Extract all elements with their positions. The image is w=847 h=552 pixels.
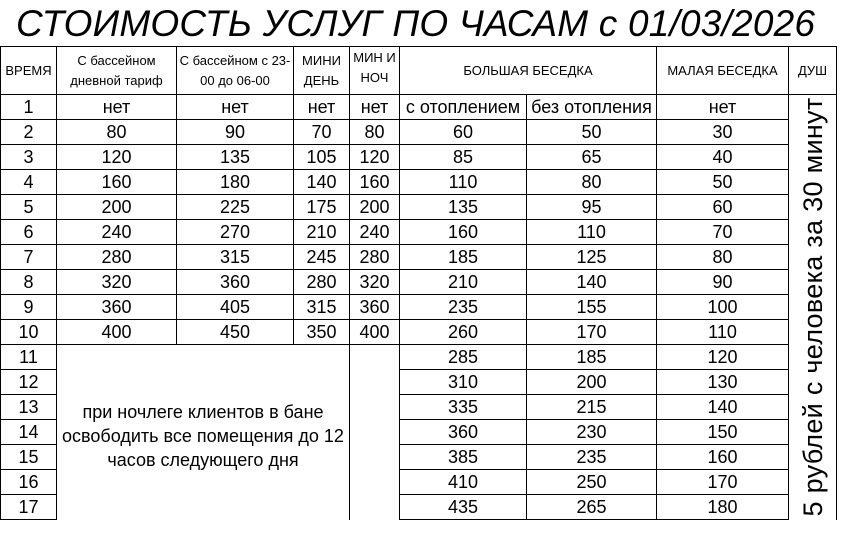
- cell-pool-day: 120: [57, 145, 177, 170]
- cell-heated: 360: [400, 420, 527, 445]
- cell-small-gazebo: 60: [657, 195, 789, 220]
- header-mini-night-text: МИН И НОЧ: [353, 50, 396, 85]
- cell-mini-night: 200: [350, 195, 400, 220]
- table-row: [1, 270, 837, 295]
- cell-pool-night: 270: [177, 220, 294, 245]
- cell-small-gazebo: 150: [657, 420, 789, 445]
- cell-mini-day: 350: [294, 320, 350, 345]
- cell-pool-night: 405: [177, 295, 294, 320]
- cell-small-gazebo: 90: [657, 270, 789, 295]
- cell-pool-day: 280: [57, 245, 177, 270]
- cell-pool-night: 360: [177, 270, 294, 295]
- cell-heated: 435: [400, 495, 527, 520]
- cell-mini-night: 120: [350, 145, 400, 170]
- cell-small-gazebo: 120: [657, 345, 789, 370]
- cell-pool-night: 225: [177, 195, 294, 220]
- cell-unheated: 265: [527, 495, 657, 520]
- cell-small-gazebo: 160: [657, 445, 789, 470]
- table-row: [1, 295, 837, 320]
- cell-mini-day: 280: [294, 270, 350, 295]
- empty-cell: [350, 345, 400, 520]
- shower-cell: [789, 95, 837, 520]
- cell-mini-night: 320: [350, 270, 400, 295]
- cell-time: 8: [1, 270, 57, 295]
- table-row: [1, 120, 837, 145]
- cell-heated: 235: [400, 295, 527, 320]
- cell-unheated: 80: [527, 170, 657, 195]
- cell-unheated: 65: [527, 145, 657, 170]
- cell-unheated: 250: [527, 470, 657, 495]
- cell-pool-night: 315: [177, 245, 294, 270]
- cell-pool-day: нет: [57, 95, 177, 120]
- cell-small-gazebo: 50: [657, 170, 789, 195]
- table-row: [1, 245, 837, 270]
- header-small-gazebo: МАЛАЯ БЕСЕДКА: [657, 47, 789, 95]
- cell-unheated: 125: [527, 245, 657, 270]
- cell-heated: 185: [400, 245, 527, 270]
- cell-small-gazebo: 30: [657, 120, 789, 145]
- cell-unheated: 95: [527, 195, 657, 220]
- table-row: [1, 195, 837, 220]
- cell-small-gazebo: 130: [657, 370, 789, 395]
- cell-time: 13: [1, 395, 57, 420]
- cell-pool-night: нет: [177, 95, 294, 120]
- cell-unheated: 50: [527, 120, 657, 145]
- cell-mini-night: 360: [350, 295, 400, 320]
- cell-mini-night: 240: [350, 220, 400, 245]
- cell-heated: 285: [400, 345, 527, 370]
- cell-unheated: 140: [527, 270, 657, 295]
- cell-heated: 85: [400, 145, 527, 170]
- cell-mini-night: 400: [350, 320, 400, 345]
- cell-unheated: 230: [527, 420, 657, 445]
- subheader-unheated: без отопления: [527, 95, 657, 120]
- cell-time: 10: [1, 320, 57, 345]
- cell-mini-night: 80: [350, 120, 400, 145]
- cell-mini-night: 160: [350, 170, 400, 195]
- cell-unheated: 110: [527, 220, 657, 245]
- cell-unheated: 185: [527, 345, 657, 370]
- header-shower: ДУШ: [789, 47, 837, 95]
- cell-small-gazebo: 170: [657, 470, 789, 495]
- cell-mini-day: 70: [294, 120, 350, 145]
- cell-unheated: 170: [527, 320, 657, 345]
- cell-mini-day: 175: [294, 195, 350, 220]
- cell-time: 3: [1, 145, 57, 170]
- cell-small-gazebo: 80: [657, 245, 789, 270]
- header-mini-night: [350, 47, 400, 95]
- cell-time: 9: [1, 295, 57, 320]
- cell-pool-night: 135: [177, 145, 294, 170]
- cell-time: 17: [1, 495, 57, 520]
- cell-time: 1: [1, 95, 57, 120]
- table-row: [1, 170, 837, 195]
- cell-time: 12: [1, 370, 57, 395]
- table-row: [1, 220, 837, 245]
- cell-pool-day: 240: [57, 220, 177, 245]
- cell-small-gazebo: 40: [657, 145, 789, 170]
- cell-time: 5: [1, 195, 57, 220]
- cell-small-gazebo: 110: [657, 320, 789, 345]
- cell-small-gazebo: 100: [657, 295, 789, 320]
- cell-heated: 335: [400, 395, 527, 420]
- cell-unheated: 235: [527, 445, 657, 470]
- cell-mini-night: 280: [350, 245, 400, 270]
- cell-time: 16: [1, 470, 57, 495]
- cell-time: 2: [1, 120, 57, 145]
- cell-pool-day: 200: [57, 195, 177, 220]
- cell-heated: 135: [400, 195, 527, 220]
- cell-time: 7: [1, 245, 57, 270]
- cell-heated: 310: [400, 370, 527, 395]
- cell-heated: 110: [400, 170, 527, 195]
- cell-heated: 210: [400, 270, 527, 295]
- cell-heated: 410: [400, 470, 527, 495]
- subheader-heated: с отоплением: [400, 95, 527, 120]
- cell-heated: 385: [400, 445, 527, 470]
- cell-pool-night: 90: [177, 120, 294, 145]
- header-mini-day: МИНИ ДЕНЬ: [294, 47, 350, 95]
- cell-time: 6: [1, 220, 57, 245]
- cell-small-gazebo: нет: [657, 95, 789, 120]
- cell-heated: 260: [400, 320, 527, 345]
- cell-unheated: 155: [527, 295, 657, 320]
- table-row: [1, 95, 837, 120]
- cell-pool-day: 320: [57, 270, 177, 295]
- cell-mini-day: 315: [294, 295, 350, 320]
- table-row: [1, 345, 837, 370]
- cell-mini-night: нет: [350, 95, 400, 120]
- cell-small-gazebo: 70: [657, 220, 789, 245]
- cell-mini-day: нет: [294, 95, 350, 120]
- cell-mini-day: 245: [294, 245, 350, 270]
- cell-small-gazebo: 140: [657, 395, 789, 420]
- cell-pool-day: 160: [57, 170, 177, 195]
- cell-time: 11: [1, 345, 57, 370]
- overnight-note: при ночлеге клиентов в бане освободить все помещения до 12 часов следующего дня: [57, 345, 350, 520]
- header-pool-night: С бассейном с 23-00 до 06-00: [177, 47, 294, 95]
- cell-pool-day: 360: [57, 295, 177, 320]
- cell-small-gazebo: 180: [657, 495, 789, 520]
- shower-note: 5 рублей с человека за 30 минут: [797, 97, 828, 517]
- cell-unheated: 200: [527, 370, 657, 395]
- price-table: [0, 46, 837, 520]
- cell-pool-day: 400: [57, 320, 177, 345]
- cell-time: 14: [1, 420, 57, 445]
- cell-unheated: 215: [527, 395, 657, 420]
- table-row: [1, 320, 837, 345]
- cell-mini-day: 140: [294, 170, 350, 195]
- header-row: [1, 47, 837, 95]
- cell-mini-day: 105: [294, 145, 350, 170]
- cell-time: 4: [1, 170, 57, 195]
- header-time: ВРЕМЯ: [1, 47, 57, 95]
- header-pool-day: С бассейном дневной тариф: [57, 47, 177, 95]
- cell-pool-night: 180: [177, 170, 294, 195]
- cell-pool-night: 450: [177, 320, 294, 345]
- cell-mini-day: 210: [294, 220, 350, 245]
- header-big-gazebo: БОЛЬШАЯ БЕСЕДКА: [400, 47, 657, 95]
- cell-time: 15: [1, 445, 57, 470]
- cell-heated: 60: [400, 120, 527, 145]
- page-title: СТОИМОСТЬ УСЛУГ ПО ЧАСАМ с 01/03/2026: [16, 3, 816, 44]
- table-row: [1, 145, 837, 170]
- cell-pool-day: 80: [57, 120, 177, 145]
- cell-heated: 160: [400, 220, 527, 245]
